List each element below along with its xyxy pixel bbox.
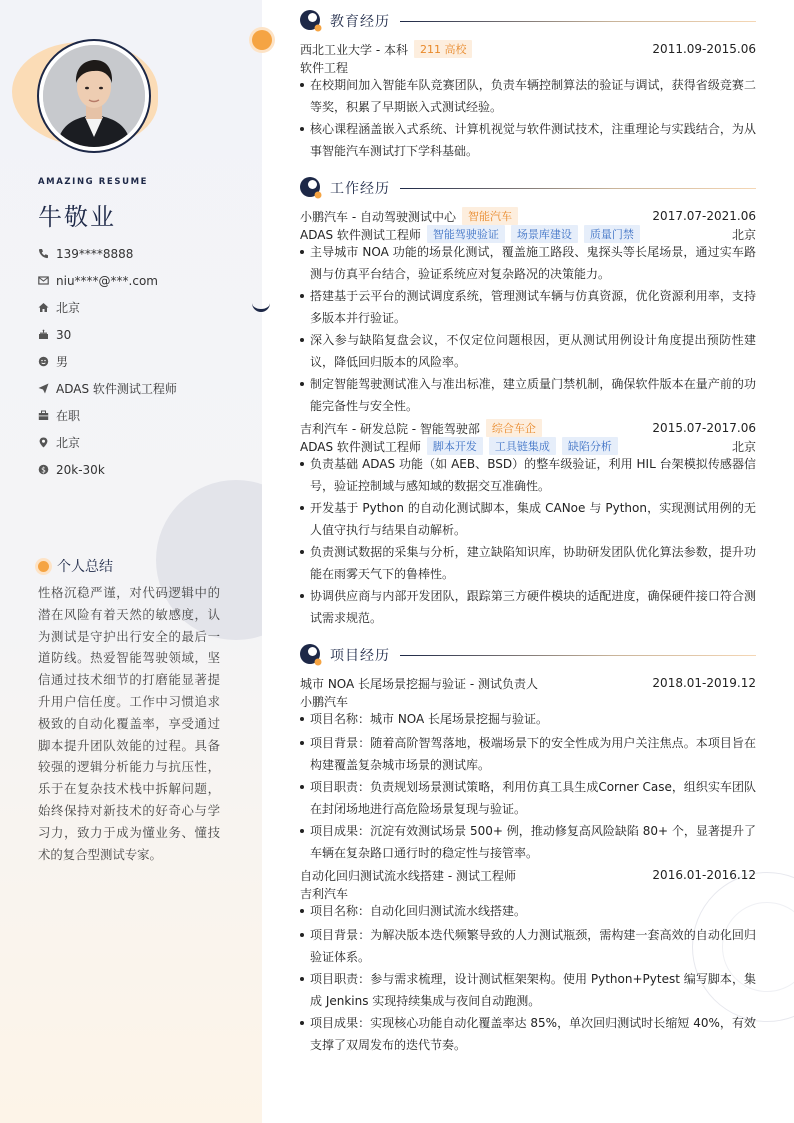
job-bullet: 制定智能驾驶测试准入与准出标准，建立质量门禁机制，确保软件版本在量产前的功能完备性与安全性。 xyxy=(300,374,756,417)
education-bullet: 在校期间加入智能车队竞赛团队，负责车辆控制算法的验证与调试，获得省级竞赛二等奖，积累了早期嵌入式测试经验。 xyxy=(300,75,756,118)
info-row-location xyxy=(38,429,253,456)
company-name: 吉利汽车 - 研发总院 - 智能驾驶部 xyxy=(300,421,480,436)
education-major-row xyxy=(300,58,756,76)
section-header-work xyxy=(300,176,756,200)
section-badge-icon xyxy=(300,644,322,666)
job-header-row xyxy=(300,419,756,437)
phone-text: 139****8888 xyxy=(56,246,134,261)
info-row-position xyxy=(38,375,253,402)
section-badge-icon xyxy=(300,10,322,32)
section-badge-icon xyxy=(300,177,322,199)
job-bullet: 负责基础 ADAS 功能（如 AEB、BSD）的整车级验证，利用 HIL 台架模拟传感器信号，验证控制域与感知域的数据交互准确性。 xyxy=(300,454,756,497)
status-text: 在职 xyxy=(56,409,81,423)
summary-title: 个人总结 xyxy=(57,559,113,575)
hometown-text: 北京 xyxy=(56,301,81,315)
school-name: 西北工业大学 - 本科 xyxy=(300,42,408,57)
company-tag: 智能汽车 xyxy=(462,207,518,225)
job-role-row xyxy=(300,437,756,455)
skill-tag: 脚本开发 xyxy=(427,437,483,455)
project-org-row xyxy=(300,884,756,902)
decor-arc xyxy=(252,294,270,312)
project-bullet: 项目成果：实现核心功能自动化覆盖率达 85%，单次回归测试时长缩短 40%，有效支撑了双周发布的迭代节奏。 xyxy=(300,1013,756,1056)
project-org-row xyxy=(300,692,756,710)
project-org: 吉利汽车 xyxy=(300,886,349,901)
project-bullet: 项目背景：随着高阶智驾落地，极端场景下的安全性成为用户关注焦点。本项目旨在构建覆盖复杂城市场景的测试库。 xyxy=(300,733,756,776)
info-row-phone xyxy=(38,240,253,267)
email-text: niu****@***.com xyxy=(56,273,158,288)
job-bullet: 深入参与缺陷复盘会议，不仅定位问题根因，更从测试用例设计角度提出预防性建议，降低回归版本的风险率。 xyxy=(300,330,756,373)
section-divider xyxy=(400,655,756,656)
location-pin-icon xyxy=(38,437,49,448)
job-bullet: 主导城市 NOA 功能的场景化测试，覆盖施工路段、鬼探头等长尾场景，通过实车路测与仿真平台结合，验证系统应对复杂路况的决策能力。 xyxy=(300,242,756,285)
mail-icon xyxy=(38,275,49,286)
salary-text: 20k-30k xyxy=(56,462,105,477)
section-divider xyxy=(400,21,756,22)
info-row-age xyxy=(38,321,253,348)
contact-info-list xyxy=(38,240,253,483)
money-icon xyxy=(38,464,49,475)
home-icon xyxy=(38,302,49,313)
gender-icon xyxy=(38,356,49,367)
avatar-frame xyxy=(37,39,151,153)
skill-tag: 质量门禁 xyxy=(584,225,640,243)
job-city: 北京 xyxy=(731,439,756,454)
job-period: 2017.07-2021.06 xyxy=(652,209,756,223)
info-row-home xyxy=(38,294,253,321)
job-bullet: 搭建基于云平台的测试调度系统，管理测试车辆与仿真资源，优化资源利用率，支持多版本并行验证。 xyxy=(300,286,756,329)
company-name: 小鹏汽车 - 自动驾驶测试中心 xyxy=(300,209,456,224)
svg-text:$: $ xyxy=(41,465,46,475)
project-period: 2016.01-2016.12 xyxy=(652,868,756,882)
company-tag: 综合车企 xyxy=(486,419,542,437)
job-role-row xyxy=(300,225,756,243)
job-bullet: 协调供应商与内部开发团队，跟踪第三方硬件模块的适配进度，确保硬件接口符合测试需求规范。 xyxy=(300,586,756,629)
skill-tag: 智能驾驶验证 xyxy=(427,225,505,243)
candidate-name: 牛敬业 xyxy=(38,203,116,231)
project-header-row xyxy=(300,866,756,884)
school-tag: 211 高校 xyxy=(414,40,473,58)
project-bullet: 项目名称：自动化回归测试流水线搭建。 xyxy=(300,901,756,923)
briefcase-icon xyxy=(38,410,49,421)
summary-text: 性格沉稳严谨，对代码逻辑中的潜在风险有着天然的敏感度，认为测试是守护出行安全的最后一道防线。热爱智能驾驶领域，坚信通过技术细节的打磨能显著提升用户信任度。工作中习惯追求极致的自动化覆盖率，享受通过脚本提升团队效能的过程。具备较强的逻辑分析能力与抗压性，乐于在复杂技术栈中拆解问题，始终保持对新技术的好奇心与学习力，致力于成为懂业务、懂技术的复合型测试专家。 xyxy=(38,585,220,862)
section-header-projects xyxy=(300,643,756,667)
location-text: 北京 xyxy=(56,436,81,450)
project-period: 2018.01-2019.12 xyxy=(652,676,756,690)
cake-icon xyxy=(38,329,49,340)
info-row-gender xyxy=(38,348,253,375)
major-text: 软件工程 xyxy=(300,60,349,75)
job-header-row xyxy=(300,207,756,225)
send-icon xyxy=(38,383,49,394)
project-bullet: 项目名称：城市 NOA 长尾场景挖掘与验证。 xyxy=(300,709,756,731)
project-org: 小鹏汽车 xyxy=(300,694,349,709)
sidebar xyxy=(0,0,262,1123)
position-text: ADAS 软件测试工程师 xyxy=(56,382,177,396)
avatar xyxy=(43,45,145,147)
skill-tag: 场景库建设 xyxy=(511,225,578,243)
job-bullet: 开发基于 Python 的自动化测试脚本，集成 CANoe 与 Python，实现测试用例的无人值守执行与结果自动解析。 xyxy=(300,498,756,541)
skill-tag: 缺陷分析 xyxy=(562,437,618,455)
project-bullet: 项目成果：沉淀有效测试场景 500+ 例，推动修复高风险缺陷 80+ 个，显著提升了车辆在复杂路口通行时的稳定性与接管率。 xyxy=(300,821,756,864)
section-header-education xyxy=(300,9,756,33)
job-role: ADAS 软件测试工程师 xyxy=(300,439,421,454)
age-text: 30 xyxy=(56,327,72,342)
job-bullet: 负责测试数据的采集与分析，建立缺陷知识库，协助研发团队优化算法参数，提升功能在雨雾天气下的鲁棒性。 xyxy=(300,542,756,585)
education-bullet: 核心课程涵盖嵌入式系统、计算机视觉与软件测试技术，注重理论与实践结合，为从事智能汽车测试打下学科基础。 xyxy=(300,119,756,162)
project-bullet: 项目背景：为解决版本迭代频繁导致的人力测试瓶颈，需构建一套高效的自动化回归验证体系。 xyxy=(300,925,756,968)
dot-icon xyxy=(38,561,49,572)
project-bullet: 项目职责：负责规划场景测试策略，利用仿真工具生成Corner Case，组织实车团队在封闭场地进行高危险场景复现与验证。 xyxy=(300,777,756,820)
skill-tag: 工具链集成 xyxy=(489,437,556,455)
phone-icon xyxy=(38,248,49,259)
info-row-salary xyxy=(38,456,253,483)
project-header-row xyxy=(300,674,756,692)
project-name: 城市 NOA 长尾场景挖掘与验证 - 测试负责人 xyxy=(300,676,539,691)
section-title-work: 工作经历 xyxy=(330,181,390,197)
job-role: ADAS 软件测试工程师 xyxy=(300,227,421,242)
brand-label: AMAZING RESUME xyxy=(38,177,149,187)
gender-text: 男 xyxy=(56,355,69,369)
info-row-email xyxy=(38,267,253,294)
info-row-status xyxy=(38,402,253,429)
section-title-projects: 项目经历 xyxy=(330,648,390,664)
education-header-row xyxy=(300,40,756,58)
job-city: 北京 xyxy=(731,227,756,242)
decor-dot xyxy=(252,30,272,50)
summary-header xyxy=(38,556,113,576)
education-period: 2011.09-2015.06 xyxy=(652,42,756,56)
section-title-education: 教育经历 xyxy=(330,14,390,30)
section-divider xyxy=(400,188,756,189)
project-bullet: 项目职责：参与需求梳理，设计测试框架架构。使用 Python+Pytest 编写脚本，集成 Jenkins 实现持续集成与夜间自动跑测。 xyxy=(300,969,756,1012)
job-period: 2015.07-2017.06 xyxy=(652,421,756,435)
project-name: 自动化回归测试流水线搭建 - 测试工程师 xyxy=(300,868,516,883)
